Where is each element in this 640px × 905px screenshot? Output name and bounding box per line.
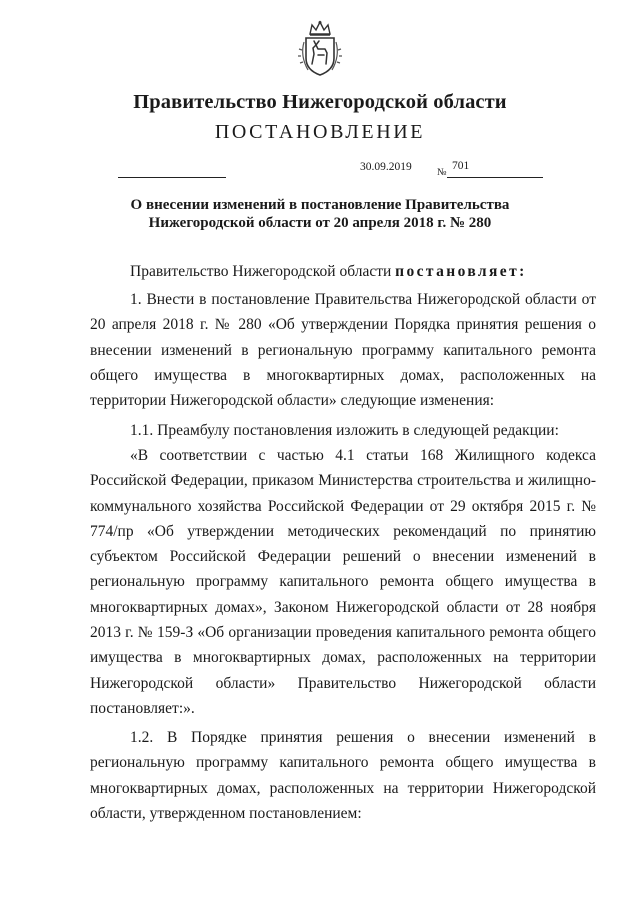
number-underline: [447, 177, 543, 178]
paragraph-1: 1. Внести в постановление Правительства Нижегородской области от 20 апреля 2018 г. № 280 «Об утверждении Порядка принятия решения о внесении изменений в региональную программу капитального ремонта общего имущества в многоквартирных домах, расположенных на территории Нижегородской области» следующие изменения:: [90, 291, 596, 410]
paragraph-preamble-quote: «В соответствии с частью 4.1 статьи 168 Жилищного кодекса Российской Федерации, приказом Министерства строительства и жилищно-коммунального хозяйства Российской Федерации от 29 октября 2015 г. № 774/пр «Об утверждении методических рекомендаций по принятию субъектом Российской Федерации решений о внесении изменений в региональную программу капитального ремонта общего имущества в многоквартирных домах», Законом Нижегородской области от 28 ноября 2013 г. № 159-З «Об организации проведения капитального ремонта общего имущества в многоквартирных домах, расположенных на территории Нижегородской области» Правительство Нижегородской области постановляет:».: [90, 447, 596, 717]
blank-line: [118, 177, 226, 178]
government-title: Правительство Нижегородской области: [133, 91, 507, 113]
document-number: 701: [452, 160, 470, 172]
document-heading: [90, 196, 550, 232]
paragraph-1-1: 1.1. Преамбулу постановления изложить в следующей редакции:: [130, 422, 559, 439]
intro-resolves: постановляет:: [395, 263, 527, 280]
document-date: 30.09.2019: [360, 161, 412, 173]
coat-of-arms-icon: [298, 20, 342, 78]
intro-text: Правительство Нижегородской области: [130, 263, 396, 280]
document-type: ПОСТАНОВЛЕНИЕ: [214, 121, 426, 143]
number-sign: №: [437, 167, 447, 178]
heading-line: О внесении изменений в постановление Правительства: [130, 197, 510, 213]
heading-line: Нижегородской области от 20 апреля 2018 г. № 280: [148, 215, 492, 231]
intro-paragraph: [90, 259, 596, 284]
paragraph-1-2: 1.2. В Порядке принятия решения о внесении изменений в региональную программу капитального ремонта общего имущества в многоквартирных домах, расположенных на территории Нижегородской области, утвержденном постановлением:: [90, 729, 596, 822]
